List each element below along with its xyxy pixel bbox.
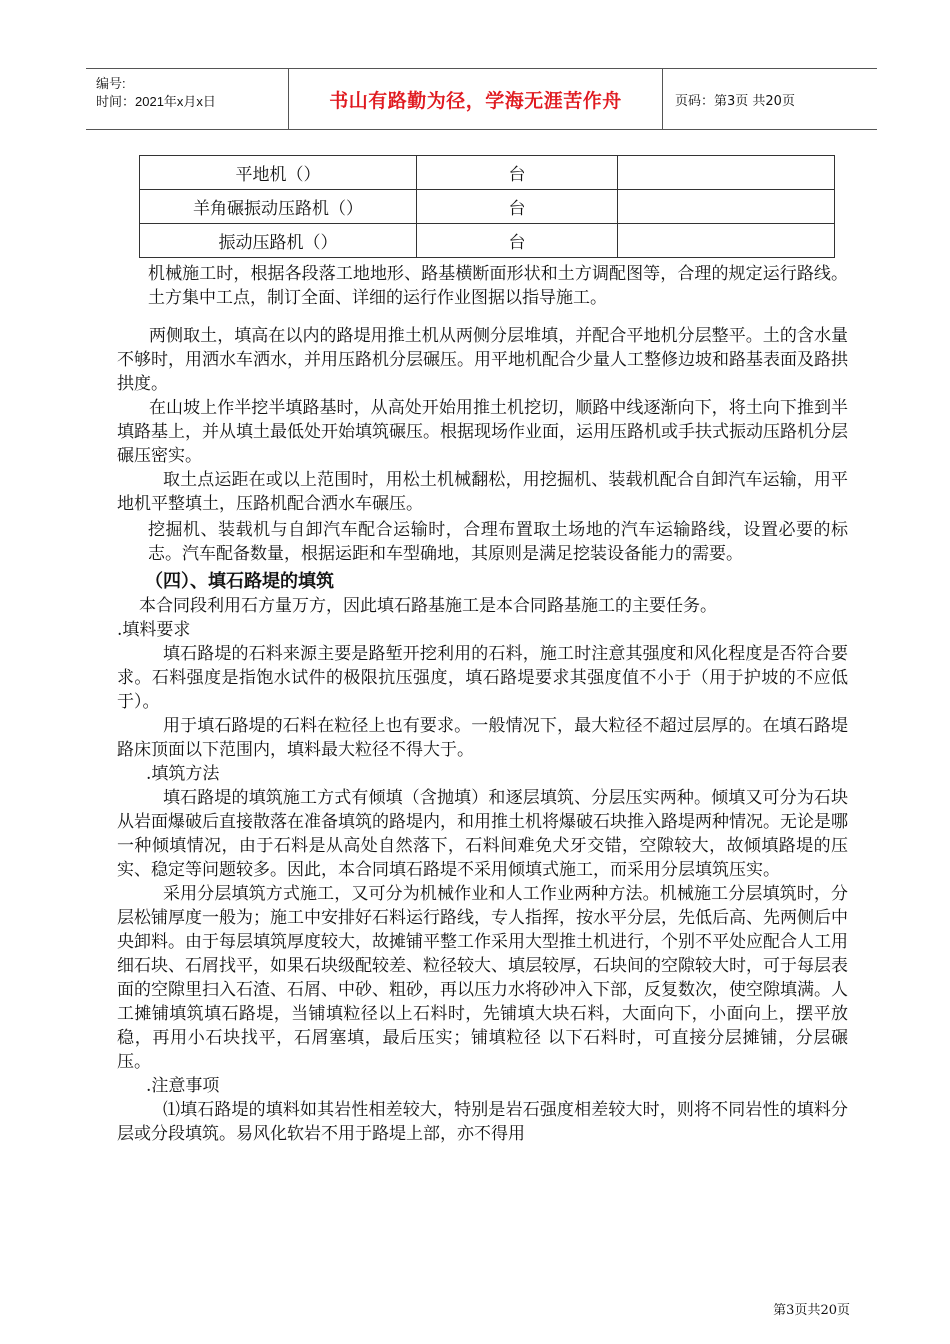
equipment-name-cell: 平地机（） [140, 156, 417, 190]
paragraph: 在山坡上作半挖半填路基时，从高处开始用推土机挖切，顺路中线逐渐向下，将土向下推到半填路基上，并从填土最低处开始填筑碾压。根据现场作业面，运用压路机或手扶式振动压路机分层碾压密实。 [117, 398, 848, 466]
quantity-cell [618, 224, 835, 258]
equipment-name-cell: 振动压路机（） [140, 224, 417, 258]
quantity-cell [618, 190, 835, 224]
doc-time-label: 时间：2021年x月x日 [96, 94, 216, 109]
document-body [0, 262, 950, 1146]
quantity-cell [618, 156, 835, 190]
doc-code-label: 编号: [96, 76, 126, 91]
paragraph: 本合同段利用石方量万方，因此填石路基施工是本合同路基施工的主要任务。 [139, 596, 717, 616]
section-title: （四）、填石路堤的填筑 [145, 571, 334, 592]
table-row [140, 224, 835, 258]
paragraph: 取土点运距在或以上范围时，用松土机械翻松，用挖掘机、装载机配合自卸汽车运输，用平地机平整填土，压路机配合洒水车碾压。 [117, 470, 848, 514]
subsection-heading: .填料要求 [117, 620, 191, 640]
paragraph: 填石路堤的石料来源主要是路堑开挖利用的石料，施工时注意其强度和风化程度是否符合要求。石料强度是指饱水试件的极限抗压强度，填石路堤要求其强度值不小于（用于护坡的不应低于）。 [117, 644, 848, 712]
equipment-table [139, 155, 835, 258]
paragraph: 用于填石路堤的石料在粒径上也有要求。一般情况下，最大粒径不超过层厚的。在填石路堤路床顶面以下范围内，填料最大粒径不得大于。 [117, 716, 848, 760]
unit-cell: 台 [417, 156, 618, 190]
table-row [140, 156, 835, 190]
paragraph: 挖掘机、装载机与自卸汽车配合运输时，合理布置取土场地的汽车运输路线，设置必要的标志。汽车配备数量，根据运距和车型确地，其原则是满足挖装设备能力的需要。 [148, 520, 848, 564]
unit-cell: 台 [417, 190, 618, 224]
paragraph: 两侧取土，填高在以内的路堤用推土机从两侧分层堆填，并配合平地机分层整平。土的含水量不够时，用洒水车洒水，并用压路机分层碾压。用平地机配合少量人工整修边坡和路基表面及路拱拱度。 [117, 326, 848, 394]
paragraph: 填石路堤的填筑施工方式有倾填（含抛填）和逐层填筑、分层压实两种。倾填又可分为石块从岩面爆破后直接散落在准备填筑的路堤内，和用推土机将爆破石块推入路堤两种情况。无论是哪一种倾填情况，由于石料是从高处自然落下，石料间难免犬牙交错，空隙较大，故倾填路堤的压实、稳定等问题较多。因此，本合同填石路堤不采用倾填式施工，而采用分层填筑压实。 [117, 788, 848, 880]
page-footer: 第3页共20页 [773, 1303, 850, 1318]
header-meta [86, 69, 289, 129]
subsection-heading: .注意事项 [146, 1076, 220, 1096]
header-page-info: 页码：第3页 共20页 [675, 93, 795, 109]
paragraph: ⑴填石路堤的填料如其岩性相差较大，特别是岩石强度相差较大时，则将不同岩性的填料分层或分段填筑。易风化软岩不用于路堤上部，亦不得用 [117, 1100, 848, 1144]
paragraph: 采用分层填筑方式施工，又可分为机械作业和人工作业两种方法。机械施工分层填筑时，分层松铺厚度一般为；施工中安排好石料运行路线，专人指挥，按水平分层，先低后高、先两侧后中央卸料。由于每层填筑厚度较大，故摊铺平整工作采用大型推土机进行，个别不平处应配合人工用细石块、石屑找平，如果石块级配较差、粒径较大、填层较厚，石块间的空隙较大时，可于每层表面的空隙里扫入石渣、石屑、中砂、粗砂，再以压力水将砂冲入下部，反复数次，使空隙填满。人工摊铺填筑填石路堤，当铺填粒径以上石料时，先铺填大块石料，大面向下，小面向上，摆平放稳，再用小石块找平，石屑塞填，最后压实；铺填粒径 以下石料时，可直接分层摊铺，分层碾压。 [117, 884, 848, 1072]
page-header [86, 68, 877, 130]
equipment-name-cell: 羊角碾振动压路机（） [140, 190, 417, 224]
unit-cell: 台 [417, 224, 618, 258]
subsection-heading: .填筑方法 [146, 764, 220, 784]
paragraph: 机械施工时，根据各段落工地地形、路基横断面形状和土方调配图等，合理的规定运行路线。土方集中工点，制订全面、详细的运行作业图据以指导施工。 [148, 264, 848, 308]
header-motto: 书山有路勤为径，学海无涯苦作舟 [289, 69, 663, 129]
table-row [140, 190, 835, 224]
